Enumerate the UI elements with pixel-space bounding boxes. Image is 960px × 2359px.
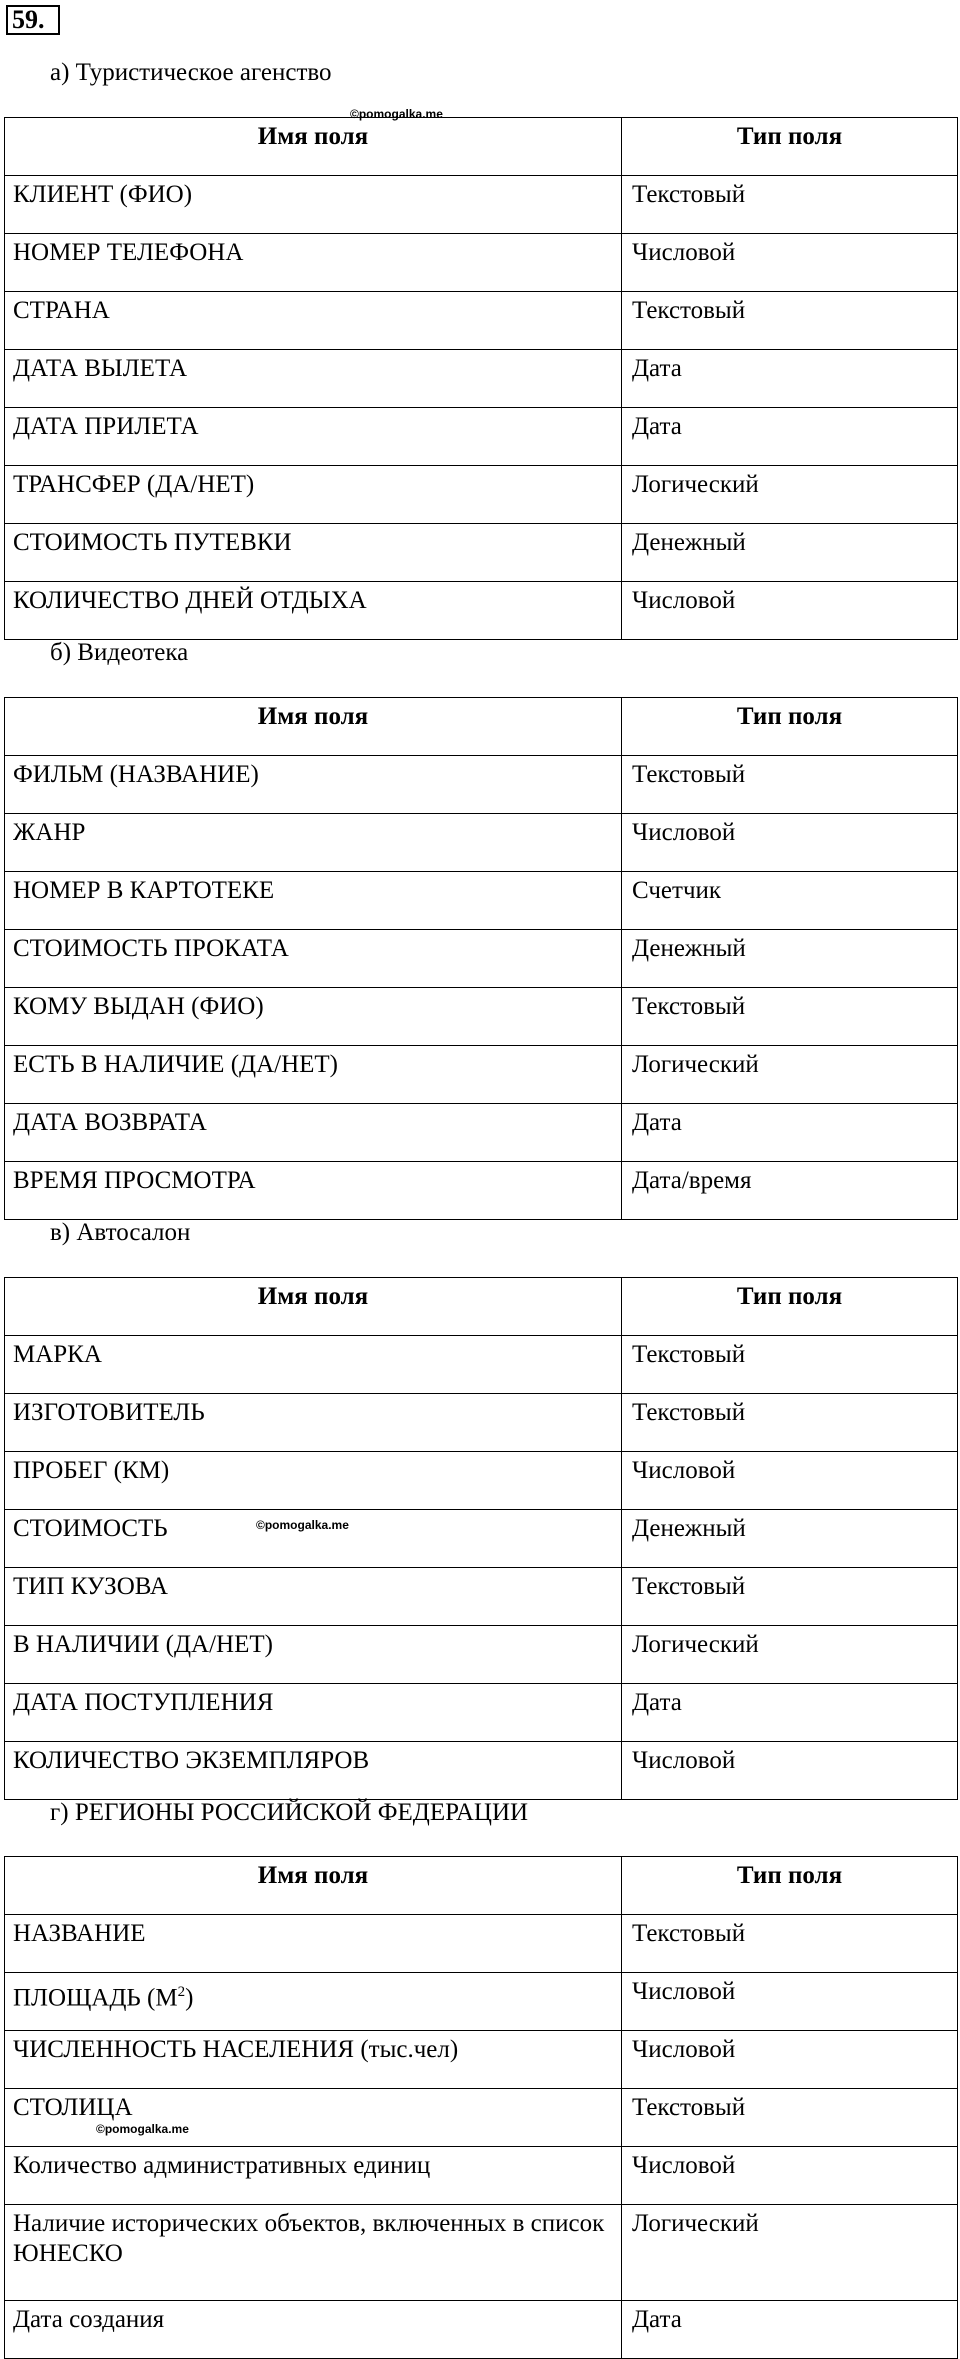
table-row (5, 466, 958, 524)
field-name-cell (5, 2147, 622, 2205)
field-name-cell (5, 2205, 622, 2301)
field-type-cell: Счетчик (622, 872, 958, 930)
field-type-cell: Числовой (622, 234, 958, 292)
field-name: СТРАНА (13, 297, 110, 324)
header-field-type: Тип поля (622, 1278, 958, 1336)
table-row (5, 1394, 958, 1452)
field-name-cell (5, 1336, 622, 1394)
table-row (5, 1915, 958, 1973)
table-row (5, 2147, 958, 2205)
field-name-cell (5, 1452, 622, 1510)
table-row (5, 1452, 958, 1510)
field-name-cell (5, 1046, 622, 1104)
table-row (5, 756, 958, 814)
field-type-cell: Текстовый (622, 1915, 958, 1973)
field-name-cell (5, 176, 622, 234)
field-name-cell (5, 582, 622, 640)
field-type-cell: Числовой (622, 1742, 958, 1800)
section-title-c: в) Автосалон (50, 1219, 191, 1246)
header-field-name: Имя поля (5, 118, 622, 176)
field-name-cell (5, 1104, 622, 1162)
field-type-cell: Текстовый (622, 988, 958, 1046)
field-name: ПРОБЕГ (КМ) (13, 1457, 170, 1484)
field-name-suffix: ) (185, 1984, 194, 2012)
table-row (5, 582, 958, 640)
field-name: ТРАНСФЕР (ДА/НЕТ) (13, 471, 255, 498)
field-name: СТОИМОСТЬ ПУТЕВКИ (13, 529, 292, 556)
field-type-cell: Числовой (622, 1452, 958, 1510)
table-row (5, 292, 958, 350)
field-name-superscript: 2 (177, 1984, 186, 2000)
field-type-cell: Денежный (622, 1510, 958, 1568)
field-name: СТОЛИЦА (13, 2094, 133, 2121)
field-type-cell: Дата (622, 408, 958, 466)
field-name: Количество административных единиц (13, 2152, 431, 2179)
table-row (5, 1626, 958, 1684)
watermark: ©pomogalka.me (256, 1518, 349, 1532)
table-row (5, 930, 958, 988)
table-row (5, 350, 958, 408)
header-field-type: Тип поля (622, 698, 958, 756)
table-row (5, 1568, 958, 1626)
table-header-row (5, 1857, 958, 1915)
field-type-cell: Дата/время (622, 1162, 958, 1220)
field-type-cell: Текстовый (622, 1336, 958, 1394)
header-field-name: Имя поля (5, 1278, 622, 1336)
field-name-cell (5, 1394, 622, 1452)
field-name: СТОИМОСТЬ (13, 1515, 168, 1542)
field-type-cell: Текстовый (622, 2089, 958, 2147)
field-name-cell (5, 756, 622, 814)
field-name-cell (5, 1568, 622, 1626)
table-row (5, 1742, 958, 1800)
table-row (5, 2089, 958, 2147)
task-number: 59. (6, 5, 60, 35)
table-header-row (5, 118, 958, 176)
field-name-cell (5, 2089, 622, 2147)
section-title-b: б) Видеотека (50, 639, 189, 666)
fields-table-b (4, 697, 958, 1220)
watermark: ©pomogalka.me (96, 2122, 189, 2136)
table-row (5, 1104, 958, 1162)
table-row (5, 2301, 958, 2359)
table-row (5, 1973, 958, 2031)
field-name-cell (5, 872, 622, 930)
field-name: ДАТА ПОСТУПЛЕНИЯ (13, 1689, 274, 1716)
field-type-cell: Числовой (622, 1973, 958, 2031)
field-type-cell: Текстовый (622, 756, 958, 814)
field-name: ЧИСЛЕННОСТЬ НАСЕЛЕНИЯ (тыс.чел) (13, 2036, 459, 2063)
table-row (5, 234, 958, 292)
table-row (5, 814, 958, 872)
field-type-cell: Числовой (622, 2031, 958, 2089)
field-name: НОМЕР ТЕЛЕФОНА (13, 239, 244, 266)
field-name-cell (5, 2031, 622, 2089)
table-row (5, 1510, 958, 1568)
field-type-cell: Числовой (622, 582, 958, 640)
field-name: Дата создания (13, 2306, 165, 2333)
table-row (5, 1162, 958, 1220)
field-type-cell: Дата (622, 1684, 958, 1742)
field-name-cell (5, 1626, 622, 1684)
field-name-cell (5, 1915, 622, 1973)
field-name-cell (5, 930, 622, 988)
field-type-cell: Логический (622, 466, 958, 524)
field-name-cell (5, 1973, 622, 2031)
field-name-cell (5, 1162, 622, 1220)
table-row (5, 408, 958, 466)
field-name-cell (5, 1742, 622, 1800)
field-name: ЖАНР (13, 819, 86, 846)
field-type-cell: Текстовый (622, 1394, 958, 1452)
field-name-cell (5, 814, 622, 872)
field-name-cell (5, 234, 622, 292)
field-name-cell (5, 408, 622, 466)
header-field-type: Тип поля (622, 118, 958, 176)
table-row (5, 1046, 958, 1104)
field-name: ПЛОЩАДЬ (М (13, 1984, 178, 2012)
field-name: ТИП КУЗОВА (13, 1573, 168, 1600)
field-name: ИЗГОТОВИТЕЛЬ (13, 1399, 205, 1426)
field-name: СТОИМОСТЬ ПРОКАТА (13, 935, 289, 962)
field-name: ЕСТЬ В НАЛИЧИЕ (ДА/НЕТ) (13, 1051, 338, 1078)
table-header-row (5, 698, 958, 756)
field-type-cell: Логический (622, 1626, 958, 1684)
field-name: КОЛИЧЕСТВО ЭКЗЕМПЛЯРОВ (13, 1747, 370, 1774)
table-row (5, 2031, 958, 2089)
fields-table-a (4, 117, 958, 640)
field-name: КОМУ ВЫДАН (ФИО) (13, 993, 264, 1020)
field-name-cell (5, 2301, 622, 2359)
fields-table-c (4, 1277, 958, 1800)
field-type-cell: Денежный (622, 524, 958, 582)
field-name: Наличие исторических объектов, включенных в список ЮНЕСКО (13, 2210, 605, 2267)
table-row (5, 524, 958, 582)
section-title-a: а) Туристическое агенство (50, 59, 332, 86)
field-name: ДАТА ПРИЛЕТА (13, 413, 199, 440)
table-header-row (5, 1278, 958, 1336)
field-name: ДАТА ВОЗВРАТА (13, 1109, 207, 1136)
header-field-type: Тип поля (622, 1857, 958, 1915)
table-row (5, 2205, 958, 2301)
field-name: ВРЕМЯ ПРОСМОТРА (13, 1167, 256, 1194)
table-row (5, 1684, 958, 1742)
field-name: НОМЕР В КАРТОТЕКЕ (13, 877, 275, 904)
field-type-cell: Текстовый (622, 1568, 958, 1626)
header-field-name: Имя поля (5, 1857, 622, 1915)
header-field-name: Имя поля (5, 698, 622, 756)
field-type-cell: Дата (622, 1104, 958, 1162)
field-name: МАРКА (13, 1341, 102, 1368)
field-type-cell: Числовой (622, 814, 958, 872)
field-type-cell: Текстовый (622, 176, 958, 234)
fields-table-d (4, 1856, 958, 2359)
field-type-cell: Числовой (622, 2147, 958, 2205)
field-type-cell: Текстовый (622, 292, 958, 350)
field-name-cell (5, 292, 622, 350)
field-type-cell: Дата (622, 2301, 958, 2359)
table-row (5, 872, 958, 930)
field-name: КЛИЕНТ (ФИО) (13, 181, 193, 208)
field-name-cell (5, 466, 622, 524)
table-row (5, 176, 958, 234)
field-type-cell: Дата (622, 350, 958, 408)
field-name: ФИЛЬМ (НАЗВАНИЕ) (13, 761, 259, 788)
watermark: ©pomogalka.me (350, 107, 443, 121)
field-type-cell: Логический (622, 2205, 958, 2301)
field-name-cell (5, 524, 622, 582)
field-name-cell (5, 1684, 622, 1742)
table-row (5, 1336, 958, 1394)
field-name: В НАЛИЧИИ (ДА/НЕТ) (13, 1631, 273, 1658)
field-type-cell: Логический (622, 1046, 958, 1104)
section-title-d: г) РЕГИОНЫ РОССИЙСКОЙ ФЕДЕРАЦИИ (50, 1799, 529, 1826)
field-name-cell (5, 350, 622, 408)
field-type-cell: Денежный (622, 930, 958, 988)
field-name: КОЛИЧЕСТВО ДНЕЙ ОТДЫХА (13, 587, 367, 614)
field-name: НАЗВАНИЕ (13, 1920, 146, 1947)
field-name-cell (5, 988, 622, 1046)
table-row (5, 988, 958, 1046)
field-name: ДАТА ВЫЛЕТА (13, 355, 188, 382)
